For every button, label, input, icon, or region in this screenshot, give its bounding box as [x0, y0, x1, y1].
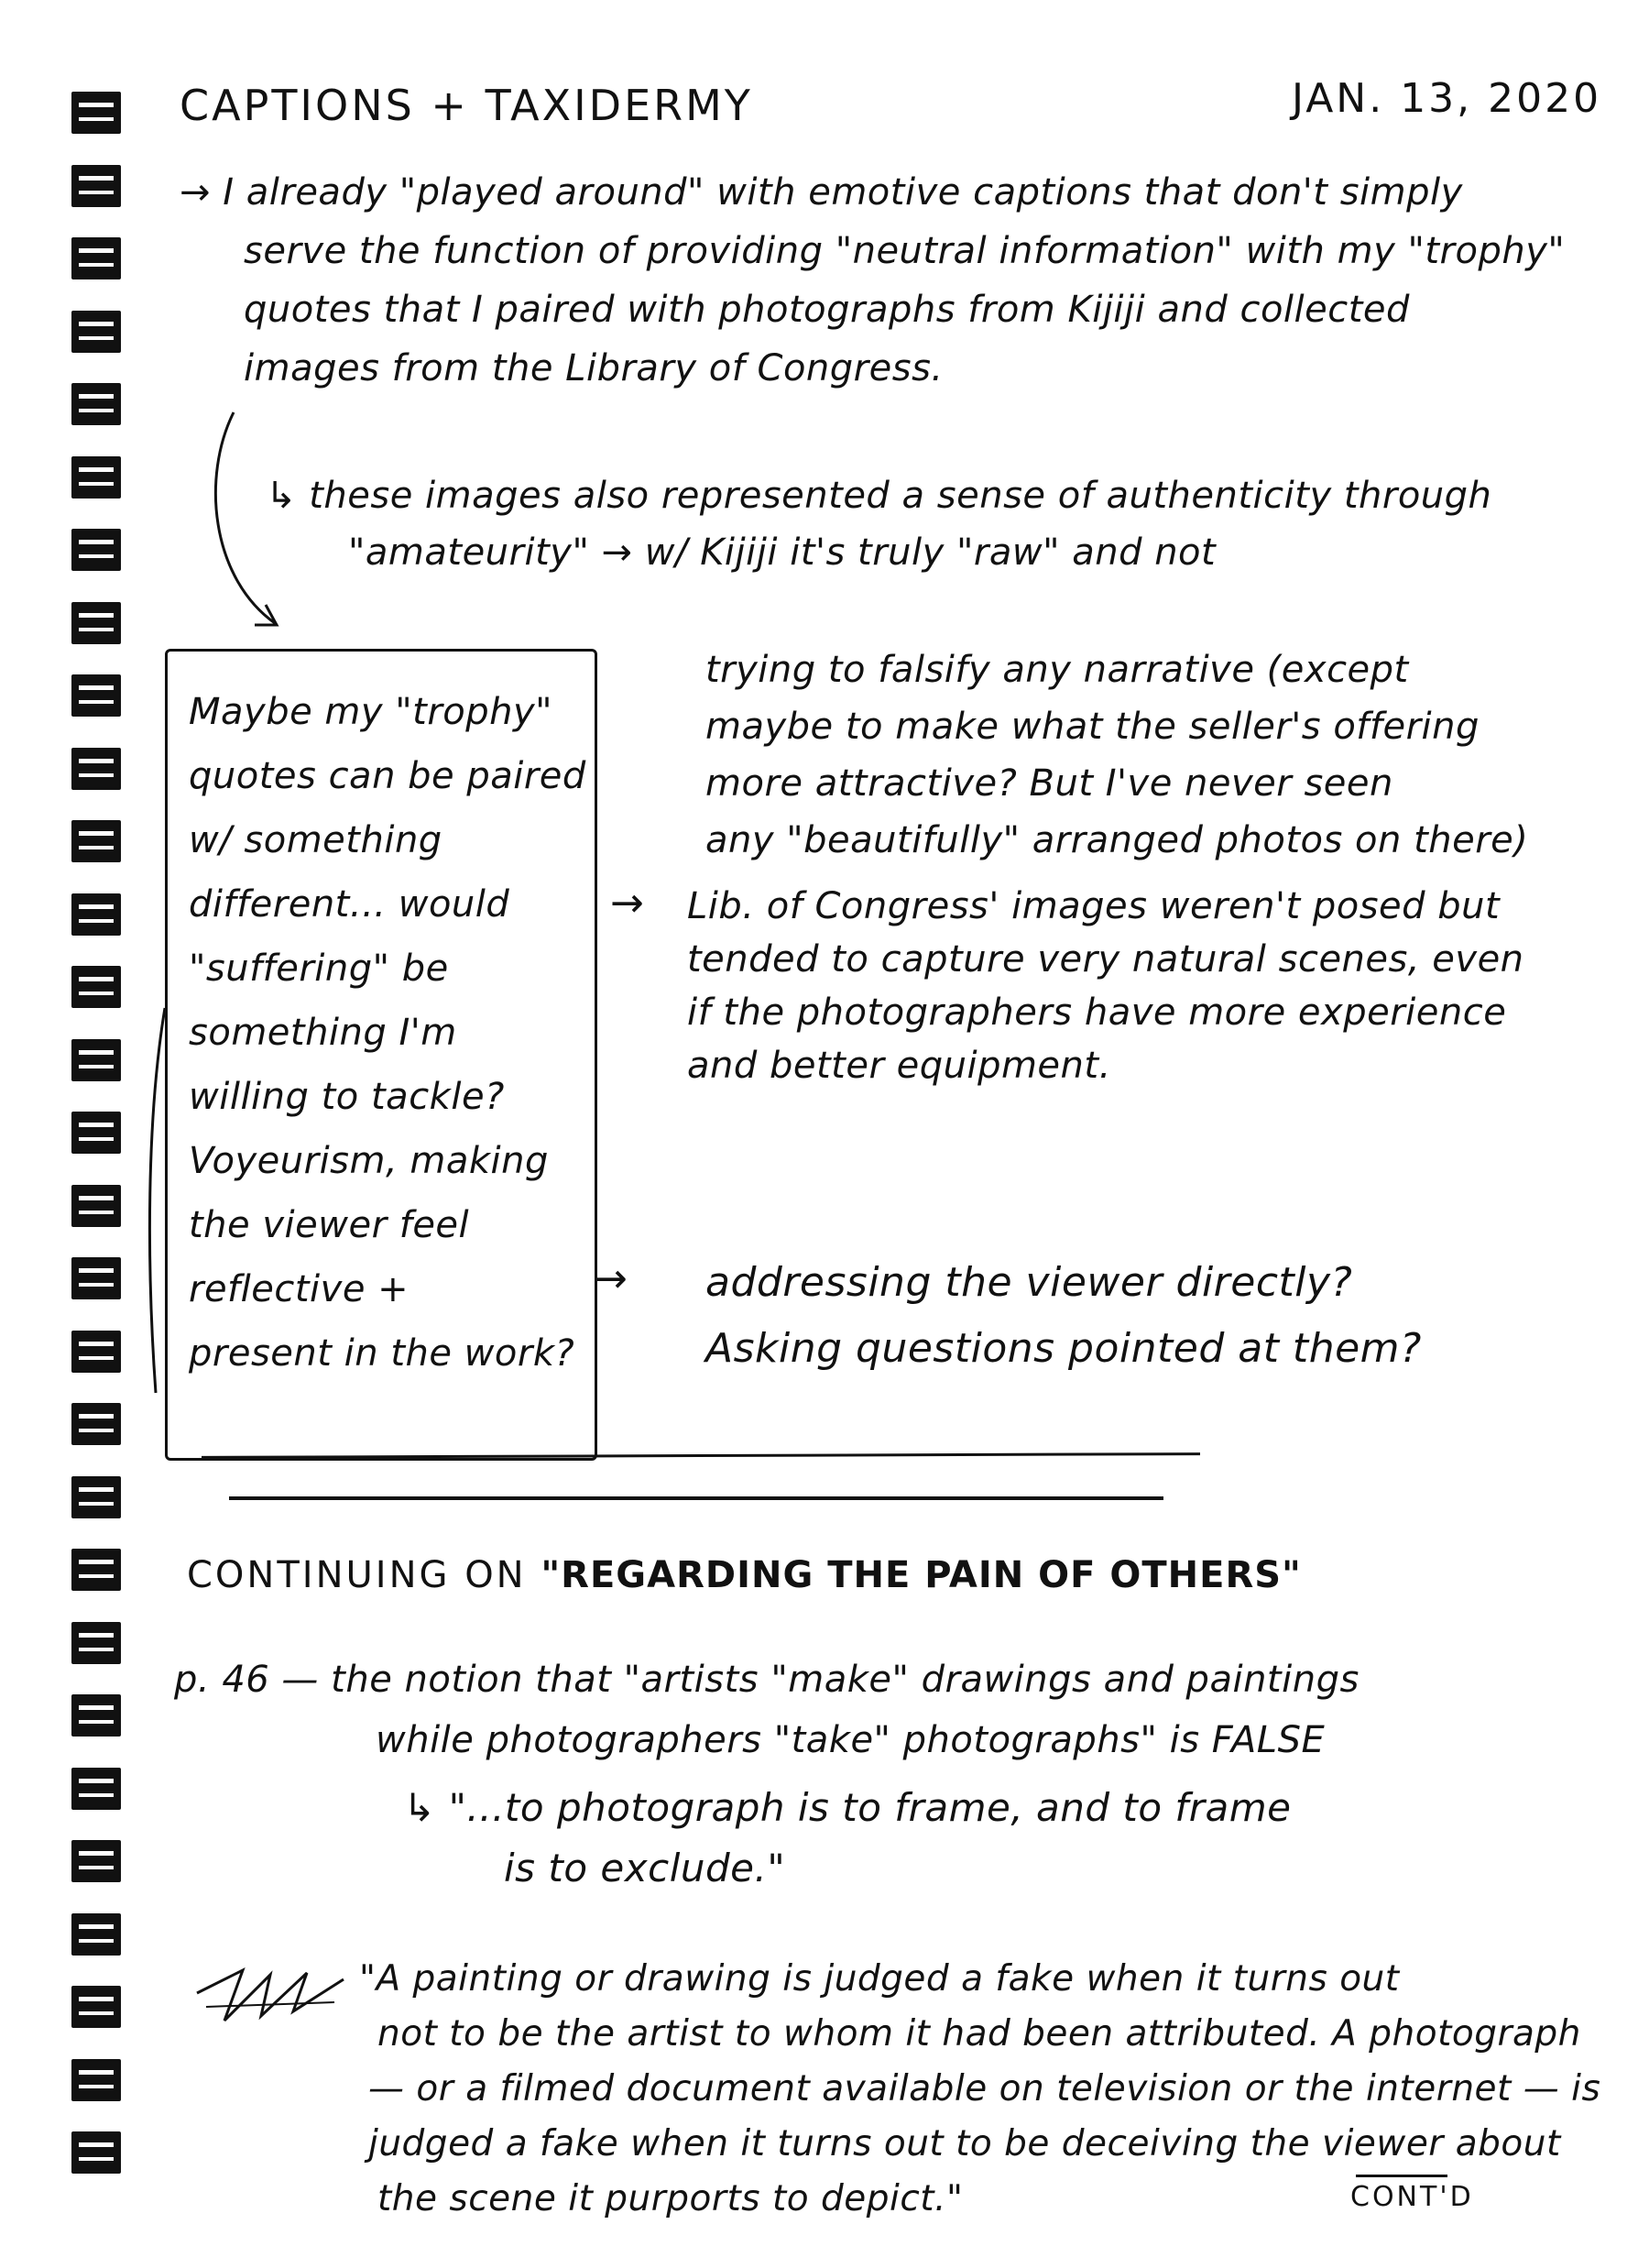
library-line: and better equipment.: [687, 1045, 1111, 1087]
spiral-binding: [71, 92, 126, 2199]
library-note: [687, 880, 1524, 1092]
page-46-note: [174, 1649, 1360, 1770]
library-line: tended to capture very natural scenes, even: [687, 938, 1524, 981]
binding-hole: [71, 1039, 121, 1081]
binding-hole: [71, 456, 121, 499]
kijiji-line: trying to falsify any narrative (except: [705, 649, 1409, 691]
intro-line: serve the function of providing "neutral information" with my "trophy": [244, 230, 1566, 272]
box-line: willing to tackle?: [189, 1076, 505, 1118]
binding-hole: [71, 748, 121, 790]
book-title: "REGARDING THE PAIN OF OTHERS": [541, 1554, 1302, 1596]
binding-hole: [71, 1913, 121, 1956]
quote-line: is to exclude.": [504, 1846, 786, 1890]
library-line: Lib. of Congress' images weren't posed but: [687, 885, 1501, 927]
binding-hole: [71, 165, 121, 207]
binding-hole: [71, 383, 121, 425]
binding-hole: [71, 1331, 121, 1373]
kijiji-line: maybe to make what the seller's offering: [705, 706, 1480, 748]
binding-hole: [71, 1768, 121, 1810]
quote-line: judged a fake when it turns out to be deceiving the viewer about: [368, 2123, 1561, 2164]
box-line: reflective +: [189, 1268, 410, 1310]
address-line: addressing the viewer directly?: [705, 1259, 1353, 1306]
binding-hole: [71, 1986, 121, 2028]
quote-line: — or a filmed document available on television or the internet — is: [368, 2068, 1601, 2109]
corner-arrow-icon: ↳: [266, 475, 298, 517]
quote-line: ↳ "...to photograph is to frame, and to frame: [403, 1785, 1292, 1830]
arrow-icon: →: [180, 171, 212, 214]
binding-hole: [71, 2059, 121, 2101]
box-line: something I'm: [189, 1012, 457, 1054]
intro-line: quotes that I paired with photographs from Kijiji and collected: [244, 289, 1410, 331]
page-date: JAN. 13, 2020: [1292, 75, 1602, 122]
kijiji-line: any "beautifully" arranged photos on there): [705, 819, 1529, 861]
divider: [229, 1496, 1163, 1500]
binding-hole: [71, 1403, 121, 1445]
binding-hole: [71, 1185, 121, 1227]
binding-hole: [71, 237, 121, 279]
arrow-icon: →: [594, 1255, 628, 1302]
binding-hole: [71, 1476, 121, 1518]
corner-arrow-icon: ↳: [403, 1785, 436, 1830]
scribble-mark-icon: [188, 1956, 371, 2030]
frame-quote: [403, 1778, 1291, 1899]
binding-hole: [71, 602, 121, 644]
quote-line: not to be the artist to whom it had been attributed. A photograph: [377, 2013, 1581, 2054]
binding-hole: [71, 1694, 121, 1737]
section-heading: [187, 1554, 1302, 1596]
quote-line: "A painting or drawing is judged a fake when it turns out: [359, 1958, 1400, 2000]
box-note-text: [189, 680, 586, 1386]
binding-hole: [71, 820, 121, 862]
binding-hole: [71, 1112, 121, 1154]
binding-hole: [71, 1549, 121, 1591]
page-ref: p. 46: [174, 1659, 270, 1701]
binding-hole: [71, 92, 121, 134]
binding-hole: [71, 893, 121, 936]
library-line: if the photographers have more experience: [687, 992, 1507, 1034]
box-line: different... would: [189, 883, 510, 926]
intro-paragraph: [180, 163, 1565, 398]
contd-underline: [1356, 2175, 1447, 2177]
authenticity-note: [266, 467, 1491, 581]
box-line: the viewer feel: [189, 1204, 470, 1246]
binding-hole: [71, 1622, 121, 1664]
binding-hole: [71, 674, 121, 717]
binding-hole: [71, 1840, 121, 1882]
quote-line: the scene it purports to depict.": [377, 2178, 964, 2219]
p46-line: p. 46 — the notion that "artists "make" drawings and paintings: [174, 1659, 1360, 1701]
note-line: "amateurity" → w/ Kijiji it's truly "raw" and not: [348, 531, 1217, 574]
intro-line: images from the Library of Congress.: [244, 347, 944, 389]
binding-hole: [71, 529, 121, 571]
note-line: ↳ these images also represented a sense of authenticity through: [266, 475, 1492, 517]
binding-hole: [71, 1257, 121, 1299]
continued-label: CONT'D: [1350, 2181, 1474, 2213]
kijiji-line: more attractive? But I've never seen: [705, 762, 1393, 805]
arrow-icon: →: [610, 880, 645, 926]
p46-line: while photographers "take" photographs" is FALSE: [376, 1719, 1326, 1761]
binding-hole: [71, 966, 121, 1008]
page-title: CAPTIONS + TAXIDERMY: [180, 81, 753, 130]
address-viewer-note: [705, 1250, 1422, 1382]
box-line: w/ something: [189, 819, 442, 861]
address-line: Asking questions pointed at them?: [705, 1325, 1422, 1372]
box-line: quotes can be paired: [189, 755, 586, 797]
box-line: Maybe my "trophy": [189, 691, 553, 733]
kijiji-note: [705, 641, 1528, 869]
binding-hole: [71, 311, 121, 353]
box-line: Voyeurism, making: [189, 1140, 549, 1182]
section-prefix: CONTINUING ON: [187, 1554, 527, 1596]
box-line: present in the work?: [189, 1332, 575, 1375]
box-line: "suffering" be: [189, 948, 449, 990]
binding-hole: [71, 2131, 121, 2174]
intro-line: → I already "played around" with emotive captions that don't simply: [180, 171, 1463, 214]
